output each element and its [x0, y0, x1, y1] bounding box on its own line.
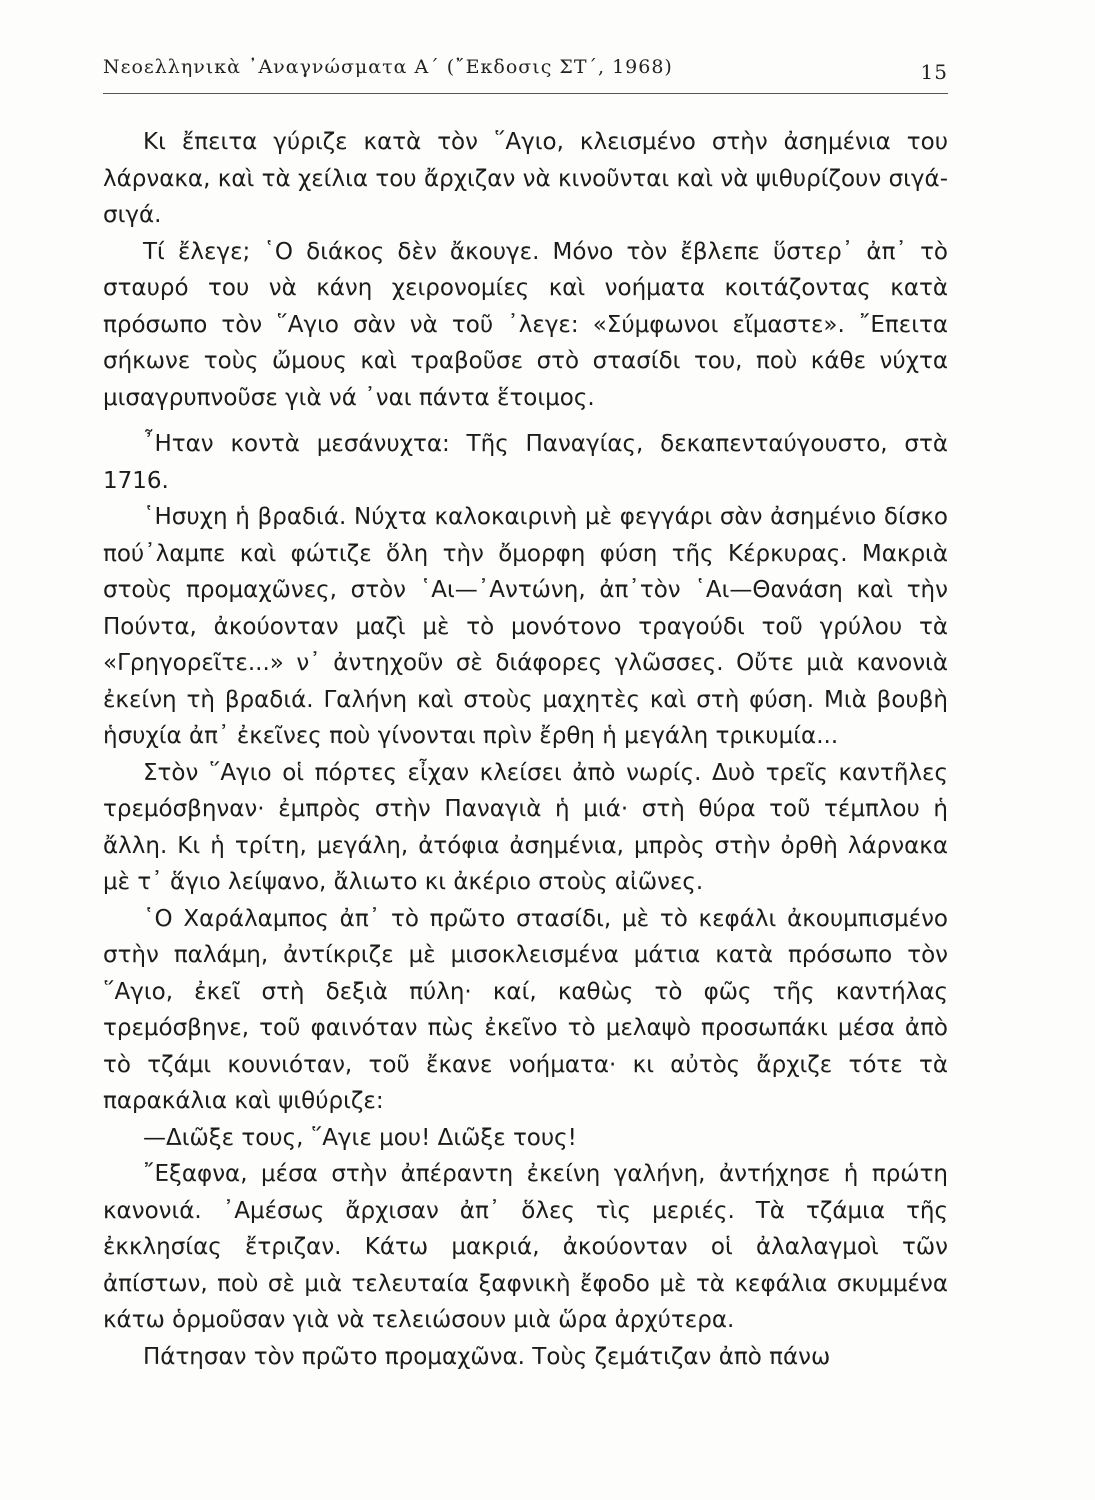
paragraph-7: —Διῶξε τους, ῞Αγιε μου! Διῶξε τους!: [143, 1124, 577, 1151]
paragraph-6: ῾Ο Χαράλαμπος ἀπ᾿ τὸ πρῶτο στασίδι, μὲ τὸ κεφάλι ἀκουμπισμένο στὴν παλάμη, ἀντίκριζε μὲ μισοκλεισμένα μάτια κατὰ πρόσωπο τὸν ῞Αγιο, ἐκεῖ στὴ δεξιὰ πύλη· καί, καθὼς τὸ φῶς τῆς καντήλας τρεμόσβηνε, τοῦ φαινόταν πὼς ἐκεῖνο τὸ μελαψὸ προσωπάκι μέσα ἀπὸ τὸ τζάμι κουνιόταν, τοῦ ἔκανε νοήματα· κι αὐτὸς ἄρχιζε τότε τὰ παρακάλια καὶ ψιθύριζε:: [103, 905, 948, 1114]
body-text: [103, 124, 948, 1375]
page-number: 15: [920, 60, 948, 84]
paragraph-5: Στὸν ῞Αγιο οἱ πόρτες εἶχαν κλείσει ἀπὸ νωρίς. Δυὸ τρεῖς καντῆλες τρεμόσβηναν· ἐμπρὸς στὴν Παναγιὰ ἡ μιά· στὴ θύρα τοῦ τέμπλου ἡ ἄλλη. Κι ἡ τρίτη, μεγάλη, ἀτόφια ἀσημένια, μπρὸς στὴν ὀρθὴ λάρνακα μὲ τ᾿ ἅγιο λείψανο, ἄλιωτο κι ἀκέριο στοὺς αἰῶνες.: [103, 759, 948, 895]
header-title: Νεοελληνικὰ ᾿Αναγνώσματα Α΄ (῎Εκδοσις ΣΤ΄, 1968): [103, 56, 673, 78]
paragraph-9: Πάτησαν τὸν πρῶτο προμαχῶνα. Τοὺς ζεμάτιζαν ἀπὸ πάνω: [143, 1343, 831, 1370]
paragraph-8: ῎Εξαφνα, μέσα στὴν ἀπέραντη ἐκείνη γαλήνη, ἀντήχησε ἡ πρώτη κανονιά. ᾿Αμέσως ἄρχισαν ἀπ᾿ ὅλες τὶς μεριές. Τὰ τζάμια τῆς ἐκκλησίας ἔτριζαν. Κάτω μακριά, ἀκούονταν οἱ ἀλαλαγμοὶ τῶν ἀπίστων, ποὺ σὲ μιὰ τελευταία ξαφνικὴ ἔφοδο μὲ τὰ κεφάλια σκυμμένα κάτω ὁρμοῦσαν γιὰ νὰ τελειώσουν μιὰ ὥρα ἀρχύτερα.: [103, 1161, 948, 1333]
paragraph-2: Τί ἔλεγε; ῾Ο διάκος δὲν ἄκουγε. Μόνο τὸν ἔβλεπε ὕστερ᾿ ἀπ᾿ τὸ σταυρό του νὰ κάνη χειρονομίες καὶ νοήματα κοιτάζοντας κατὰ πρόσωπο τὸν ῞Αγιο σὰν νὰ τοῦ ᾿λεγε: «Σύμφωνοι εἴμαστε». ῎Επειτα σήκωνε τοὺς ὤμους καὶ τραβοῦσε στὸ στασίδι του, ποὺ κάθε νύχτα μισαγρυπνοῦσε γιὰ νά ᾿ναι πάντα ἕτοιμος.: [103, 238, 948, 411]
header-rule: [103, 93, 948, 94]
running-header: [103, 56, 948, 90]
paragraph-4: ῾Ησυχη ἡ βραδιά. Νύχτα καλοκαιρινὴ μὲ φεγγάρι σὰν ἀσημένιο δίσκο πού᾿λαμπε καὶ φώτιζε ὅλη τὴν ὄμορφη φύση τῆς Κέρκυρας. Μακριὰ στοὺς προμαχῶνες, στὸν ῾Αι—᾿Αντώνη, ἀπ᾿τὸν ῾Αι—Θανάση καὶ τὴν Πούντα, ἀκούονταν μαζὶ μὲ τὸ μονότονο τραγούδι τοῦ γρύλου τὰ «Γρηγορεῖτε...» ν᾿ ἀντηχοῦν σὲ διάφορες γλῶσσες. Οὔτε μιὰ κανονιὰ ἐκείνη τὴ βραδιά. Γαλήνη καὶ στοὺς μαχητὲς καὶ στὴ φύση. Μιὰ βουβὴ ἡσυχία ἀπ᾿ ἐκεῖνες ποὺ γίνονται πρὶν ἔρθη ἡ μεγάλη τρικυμία...: [103, 504, 948, 749]
paragraph-3: ῏Ηταν κοντὰ μεσάνυχτα: Τῆς Παναγίας, δεκαπενταύγουστο, στὰ 1716.: [103, 431, 948, 494]
paragraph-1: Κι ἔπειτα γύριζε κατὰ τὸν ῞Αγιο, κλεισμένο στὴν ἀσημένια του λάρνακα, καὶ τὰ χείλια του ἄρχιζαν νὰ κινοῦνται καὶ νὰ ψιθυρίζουν σιγά-σιγά.: [103, 129, 948, 228]
